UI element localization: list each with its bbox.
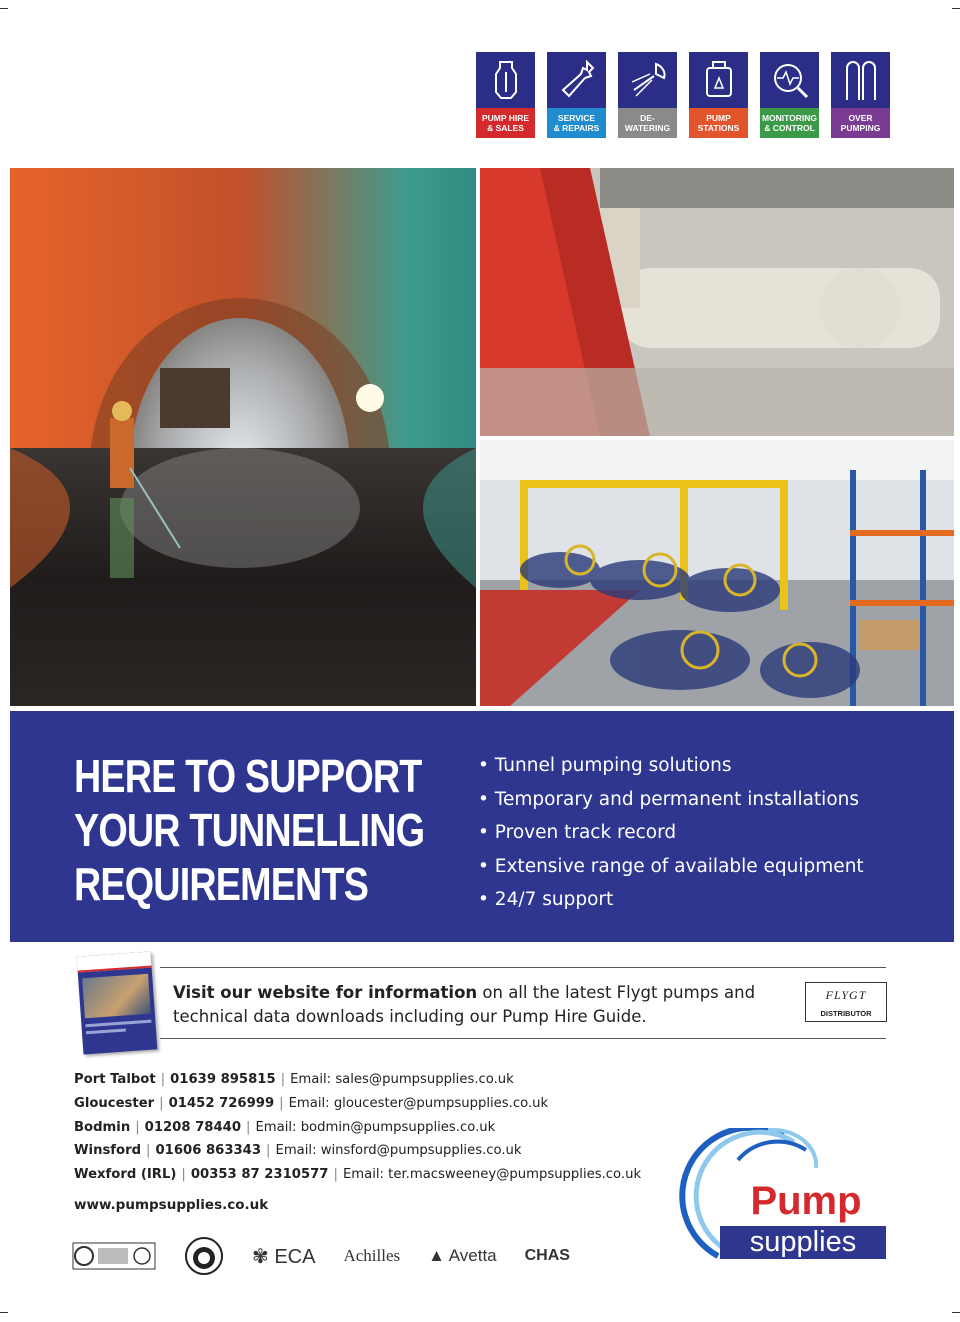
crop-mark (0, 8, 8, 9)
cpa-member-logo (184, 1236, 224, 1276)
service-tile[interactable] (831, 52, 890, 138)
accreditation-logos (72, 1236, 570, 1276)
crop-mark (952, 1312, 960, 1313)
feature-item: • Temporary and permanent installations (478, 783, 864, 817)
website-info (173, 981, 783, 1029)
logo-supplies-text: supplies (720, 1226, 886, 1259)
warehouse-photo (480, 440, 954, 706)
branch-phone[interactable]: 01639 895815 (170, 1072, 276, 1087)
headline-line: YOUR TUNNELLING (74, 804, 425, 856)
info-bold: Visit our website for information (173, 983, 478, 1002)
logo-pump-text: Pump (726, 1180, 886, 1222)
feature-item: • 24/7 support (478, 883, 864, 917)
branch-name: Port Talbot (74, 1072, 156, 1087)
promo-banner (10, 711, 954, 942)
contact-row: Port Talbot | 01639 895815 | Email: sales@pumpsupplies.co.uk (74, 1072, 514, 1087)
service-label: OVER PUMPING (831, 108, 890, 138)
branch-name: Bodmin (74, 1119, 131, 1135)
eca-logo: ✾ ECA (252, 1245, 316, 1268)
branch-email[interactable]: Email: bodmin@pumpsupplies.co.uk (255, 1119, 496, 1135)
pipes-icon (831, 52, 890, 108)
flygt-distributor-label: DISTRIBUTOR (820, 1009, 872, 1018)
service-tile[interactable] (476, 52, 535, 138)
contact-row: Bodmin | 01208 78440 | Email: bodmin@pumpsupplies.co.uk (74, 1119, 496, 1135)
feature-list (478, 749, 864, 917)
pump-icon (476, 52, 535, 108)
contact-row: Gloucester | 01452 726999 | Email: gloucester@pumpsupplies.co.uk (74, 1095, 549, 1111)
chas-logo: CHAS (524, 1247, 570, 1264)
service-tile[interactable] (760, 52, 819, 138)
feature-item: • Tunnel pumping solutions (478, 749, 864, 783)
feature-item: • Proven track record (478, 816, 864, 850)
feature-item: • Extensive range of available equipment (478, 850, 864, 884)
info-text: on all the latest Flygt pumps and technical data downloads including our Pump Hire Guide. (173, 983, 756, 1026)
flygt-brand: FLYGT (825, 988, 867, 1002)
pipework-photo (480, 168, 954, 436)
achilles-logo: Achilles (343, 1246, 401, 1265)
service-label: PUMP HIRE & SALES (476, 108, 535, 138)
branch-phone[interactable]: 01452 726999 (168, 1095, 275, 1111)
branch-phone[interactable]: 01606 863343 (155, 1143, 262, 1159)
branch-phone[interactable]: 00353 87 2310577 (190, 1167, 329, 1183)
service-label: PUMP STATIONS (689, 108, 748, 138)
branch-email[interactable]: Email: ter.macsweeney@pumpsupplies.co.uk (342, 1167, 642, 1183)
divider (160, 1038, 886, 1039)
services-strip (476, 52, 890, 138)
service-label: MONITORING & CONTROL (760, 108, 819, 138)
station-icon (689, 52, 748, 108)
hose-icon (618, 52, 677, 108)
service-tile[interactable] (547, 52, 606, 138)
crop-mark (0, 1312, 8, 1313)
monitor-icon (760, 52, 819, 108)
branch-email[interactable]: Email: sales@pumpsupplies.co.uk (290, 1072, 514, 1087)
branch-email[interactable]: Email: winsford@pumpsupplies.co.uk (275, 1143, 522, 1159)
wrench-icon (547, 52, 606, 108)
tunnel-photo (10, 168, 476, 706)
headline (74, 749, 424, 911)
website-link[interactable]: www.pumpsupplies.co.uk (74, 1197, 269, 1213)
contact-row: Wexford (IRL) | 00353 87 2310577 | Email: ter.macsweeney@pumpsupplies.co.uk (74, 1167, 642, 1183)
branch-phone[interactable]: 01208 78440 (144, 1119, 242, 1135)
service-tile[interactable] (689, 52, 748, 138)
contact-list (74, 1068, 641, 1187)
pump-supplies-logo (668, 1128, 898, 1278)
headline-line: HERE TO SUPPORT (74, 750, 422, 802)
headline-line: REQUIREMENTS (74, 858, 369, 910)
divider (160, 967, 886, 968)
contact-row: Winsford | 01606 863343 | Email: winsford@pumpsupplies.co.uk (74, 1143, 522, 1159)
acm-logo (72, 1239, 156, 1273)
branch-email[interactable]: Email: gloucester@pumpsupplies.co.uk (288, 1095, 549, 1111)
service-tile[interactable] (618, 52, 677, 138)
branch-name: Winsford (74, 1143, 142, 1159)
pump-hire-guide-thumbnail[interactable] (77, 952, 158, 1055)
avetta-logo: ▲ Avetta (428, 1246, 497, 1265)
crop-mark (952, 8, 960, 9)
service-label: DE- WATERING (618, 108, 677, 138)
service-label: SERVICE & REPAIRS (547, 108, 606, 138)
flygt-distributor-badge (805, 982, 887, 1022)
branch-name: Wexford (IRL) (74, 1167, 177, 1183)
branch-name: Gloucester (74, 1095, 155, 1111)
